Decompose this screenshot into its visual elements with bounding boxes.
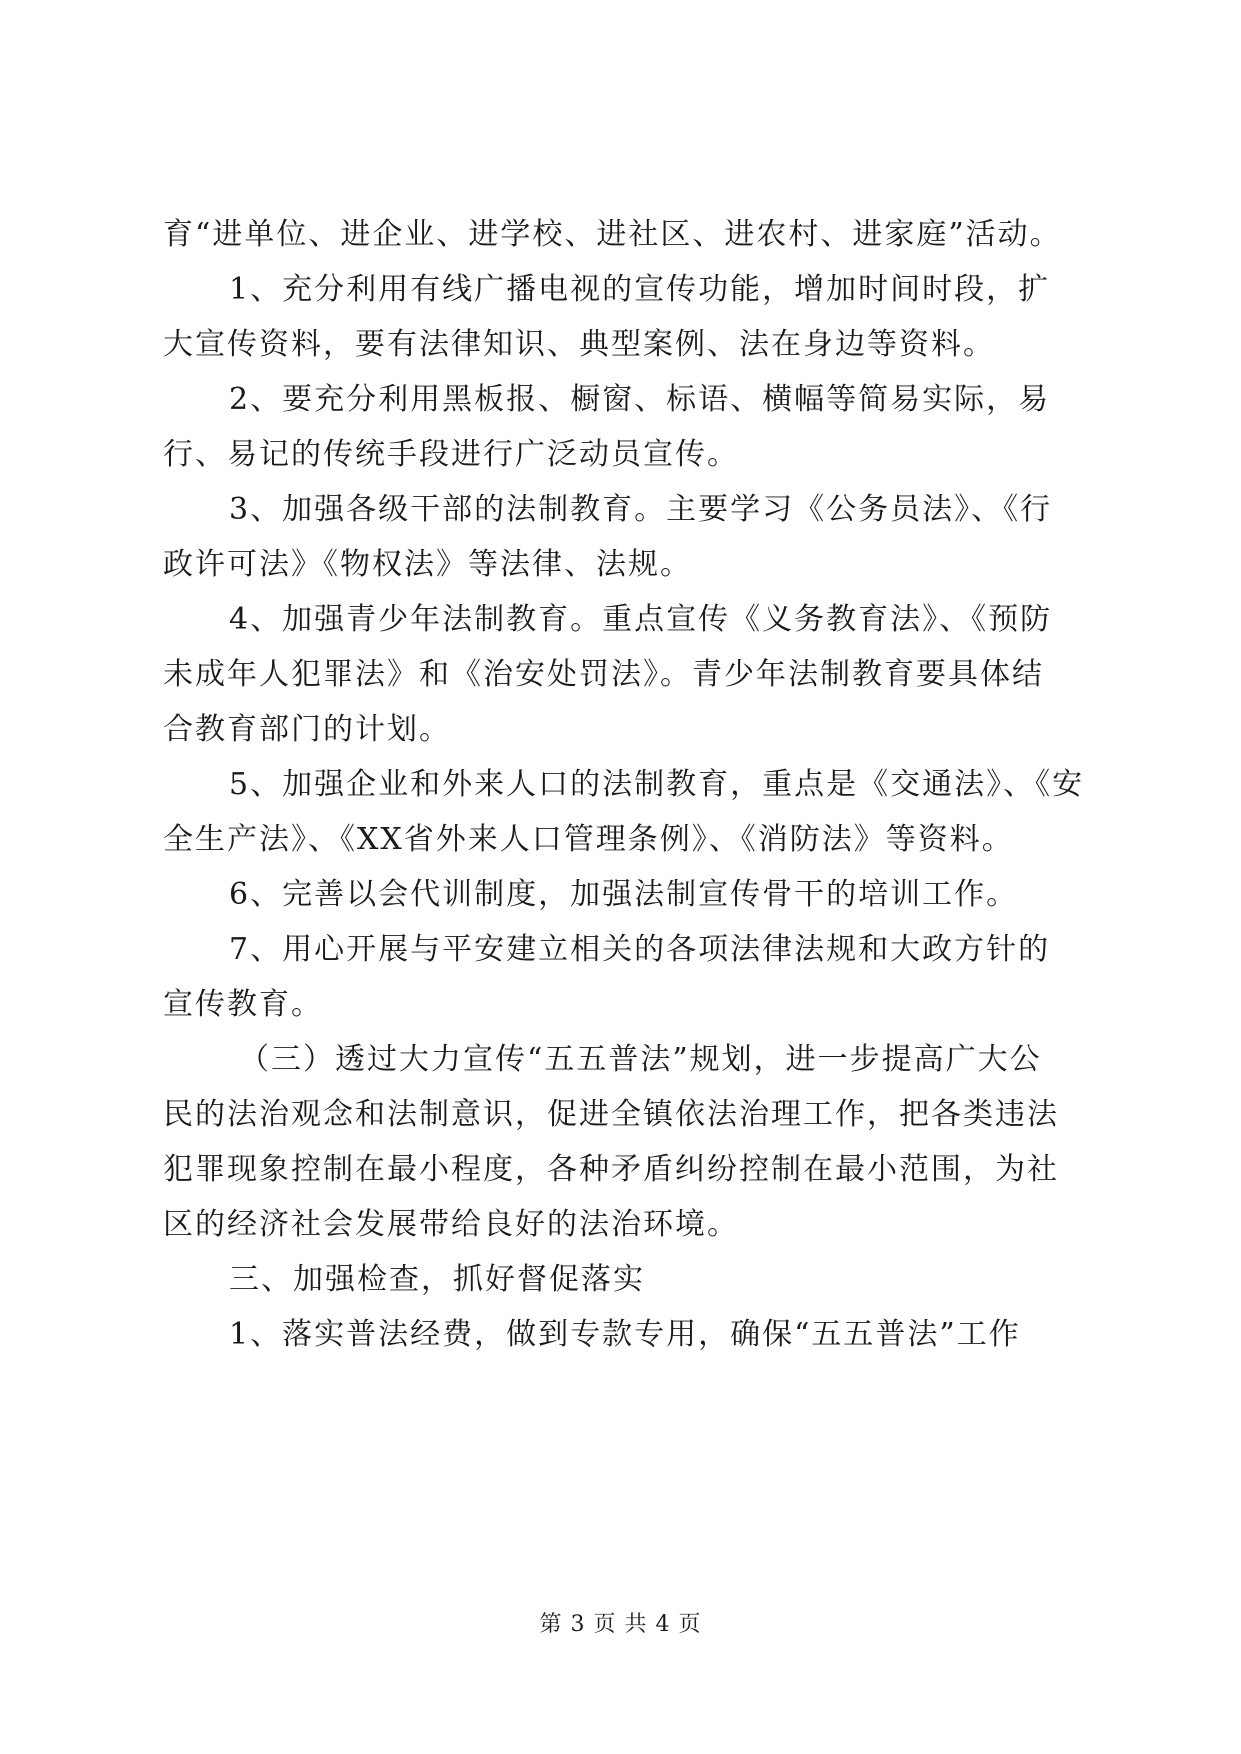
text-line: 行、易记的传统手段进行广泛动员宣传。 xyxy=(163,437,739,472)
text-line: 大宣传资料，要有法律知识、典型案例、法在身边等资料。 xyxy=(163,327,995,362)
text-line: 未成年人犯罪法》和《治安处罚法》。青少年法制教育要具体结 xyxy=(163,657,1044,692)
list-item: 7、用心开展与平安建立相关的各项法律法规和大政方针的 xyxy=(229,932,1051,967)
text-line: 宣传教育。 xyxy=(163,987,323,1022)
list-item: 6、完善以会代训制度，加强法制宣传骨干的培训工作。 xyxy=(229,877,1019,912)
text-line: 民的法治观念和法制意识，促进全镇依法治理工作，把各类违法 xyxy=(163,1097,1059,1132)
text-line: 区的经济社会发展带给良好的法治环境。 xyxy=(163,1207,739,1242)
text-line: 育“进单位、进企业、进学校、进社区、进农村、进家庭”活动。 xyxy=(163,217,1062,252)
section-paragraph: （三）透过大力宣传“五五普法”规划，进一步提高广大公 xyxy=(239,1042,1042,1077)
text-line: 犯罪现象控制在最小程度，各种矛盾纠纷控制在最小范围，为社 xyxy=(163,1152,1059,1187)
text-line: 全生产法》、《XX省外来人口管理条例》、《消防法》等资料。 xyxy=(163,822,1014,857)
list-item: 1、充分利用有线广播电视的宣传功能，增加时间时段，扩 xyxy=(229,272,1051,307)
list-item: 2、要充分利用黑板报、橱窗、标语、横幅等简易实际，易 xyxy=(229,382,1051,417)
page-footer: 第 3 页 共 4 页 xyxy=(539,1612,702,1637)
text-line: 政许可法》《物权法》等法律、法规。 xyxy=(163,547,692,582)
text-line: 合教育部门的计划。 xyxy=(163,712,451,747)
section-heading: 三、加强检查，抓好督促落实 xyxy=(229,1262,645,1297)
list-item: 5、加强企业和外来人口的法制教育，重点是《交通法》、《安 xyxy=(229,767,1085,802)
list-item: 4、加强青少年法制教育。重点宣传《义务教育法》、《预防 xyxy=(229,602,1053,637)
list-item: 3、加强各级干部的法制教育。主要学习《公务员法》、《行 xyxy=(229,492,1053,527)
list-item: 1、落实普法经费，做到专款专用，确保“五五普法”工作 xyxy=(229,1317,1021,1352)
